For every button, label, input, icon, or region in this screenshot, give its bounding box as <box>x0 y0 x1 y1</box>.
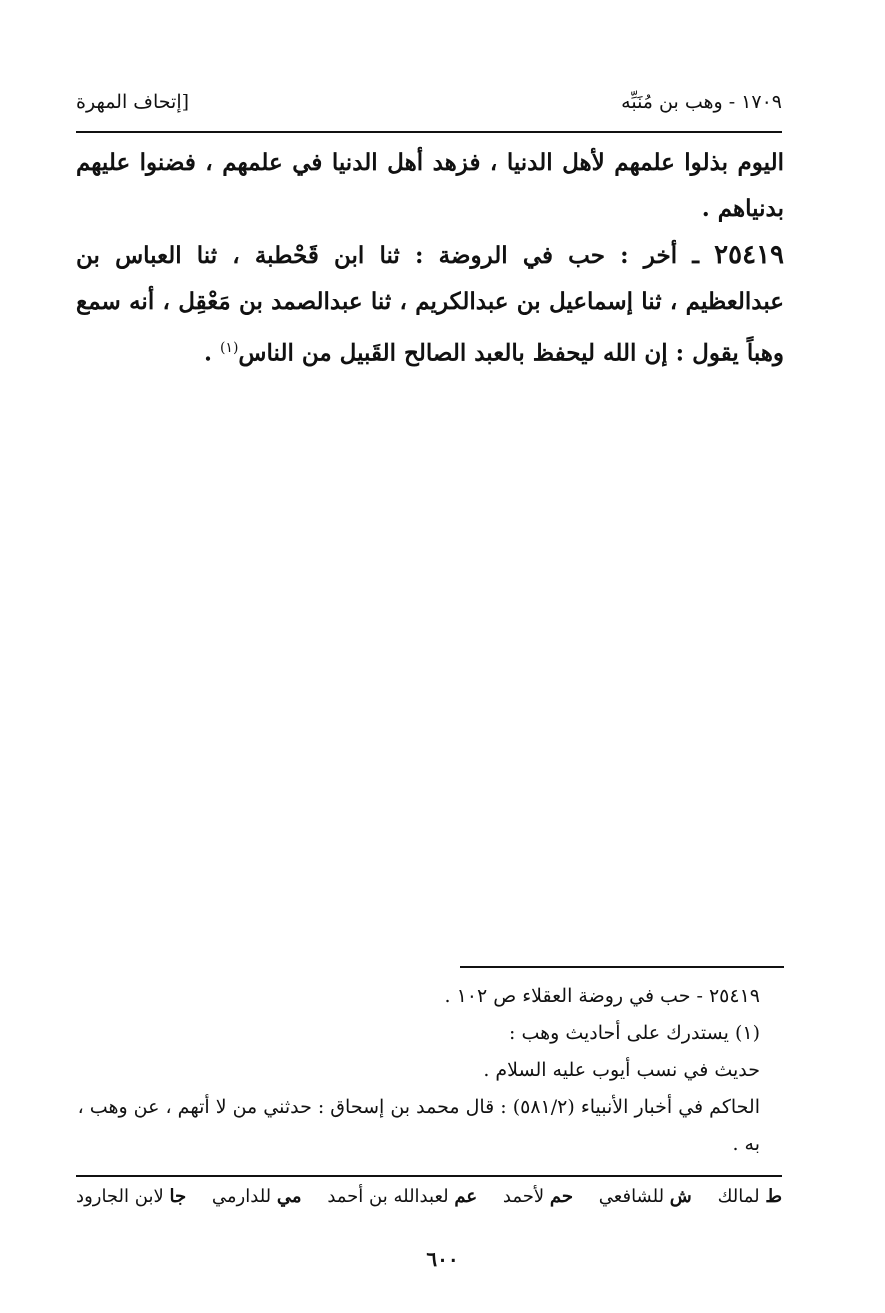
abbrev-item: عم لعبدالله بن أحمد <box>327 1186 478 1207</box>
footnotes <box>76 978 782 1163</box>
abbreviation-key <box>76 1186 782 1207</box>
abbrev-item: ط لمالك <box>717 1186 782 1207</box>
abbrev-item: ش للشافعي <box>598 1186 692 1207</box>
footnote-1-source: الحاكم في أخبار الأنبياء (٥٨١/٢) : قال محمد بن إسحاق : حدثني من لا أتهم ، عن وهب ، به . <box>77 1096 760 1155</box>
hadith-number: ٢٥٤١٩ <box>714 240 784 270</box>
footnote-1: (١) يستدرك على أحاديث وهب : <box>509 1022 760 1044</box>
abbrev-item: جا لابن الجارود <box>76 1186 187 1207</box>
footnote-source: ٢٥٤١٩ - حب في روضة العقلاء ص ١٠٢ . <box>444 985 760 1007</box>
book-title: [إتحاف المهرة <box>76 91 190 113</box>
abbrev-rule <box>76 1175 782 1177</box>
header-rule <box>76 131 782 133</box>
continuation-paragraph: اليوم بذلوا علمهم لأهل الدنيا ، فزهد أهل الدنيا في علمهم ، فضنوا عليهم بدنياهم . <box>76 149 784 222</box>
hadith-paragraph <box>76 232 784 377</box>
footnote-separator <box>460 966 784 968</box>
footnote-ref: (١) <box>219 340 239 356</box>
abbrev-item: مي للدارمي <box>211 1186 302 1207</box>
chapter-title: ١٧٠٩ - وهب بن مُنَبِّه <box>621 91 782 113</box>
running-header <box>76 84 782 120</box>
abbrev-item: حم لأحمد <box>502 1186 573 1207</box>
hadith-end: . <box>203 339 220 367</box>
hadith-text: ـ أخر : حب في الروضة : ثنا ابن قَحْطبة ، ثنا العباس بن عبدالعظيم ، ثنا إسماعيل بن عبدالكريم ، ثنا عبدالصمد بن مَعْقِل ، أنه سمع وهباً يقول : إن الله ليحفظ بالعبد الصالح القَبيل من الناس <box>76 242 784 367</box>
footnote-1-topic: حديث في نسب أيوب عليه السلام . <box>483 1059 760 1081</box>
main-text <box>76 140 784 377</box>
page-number: ٦٠٠ <box>426 1247 459 1271</box>
